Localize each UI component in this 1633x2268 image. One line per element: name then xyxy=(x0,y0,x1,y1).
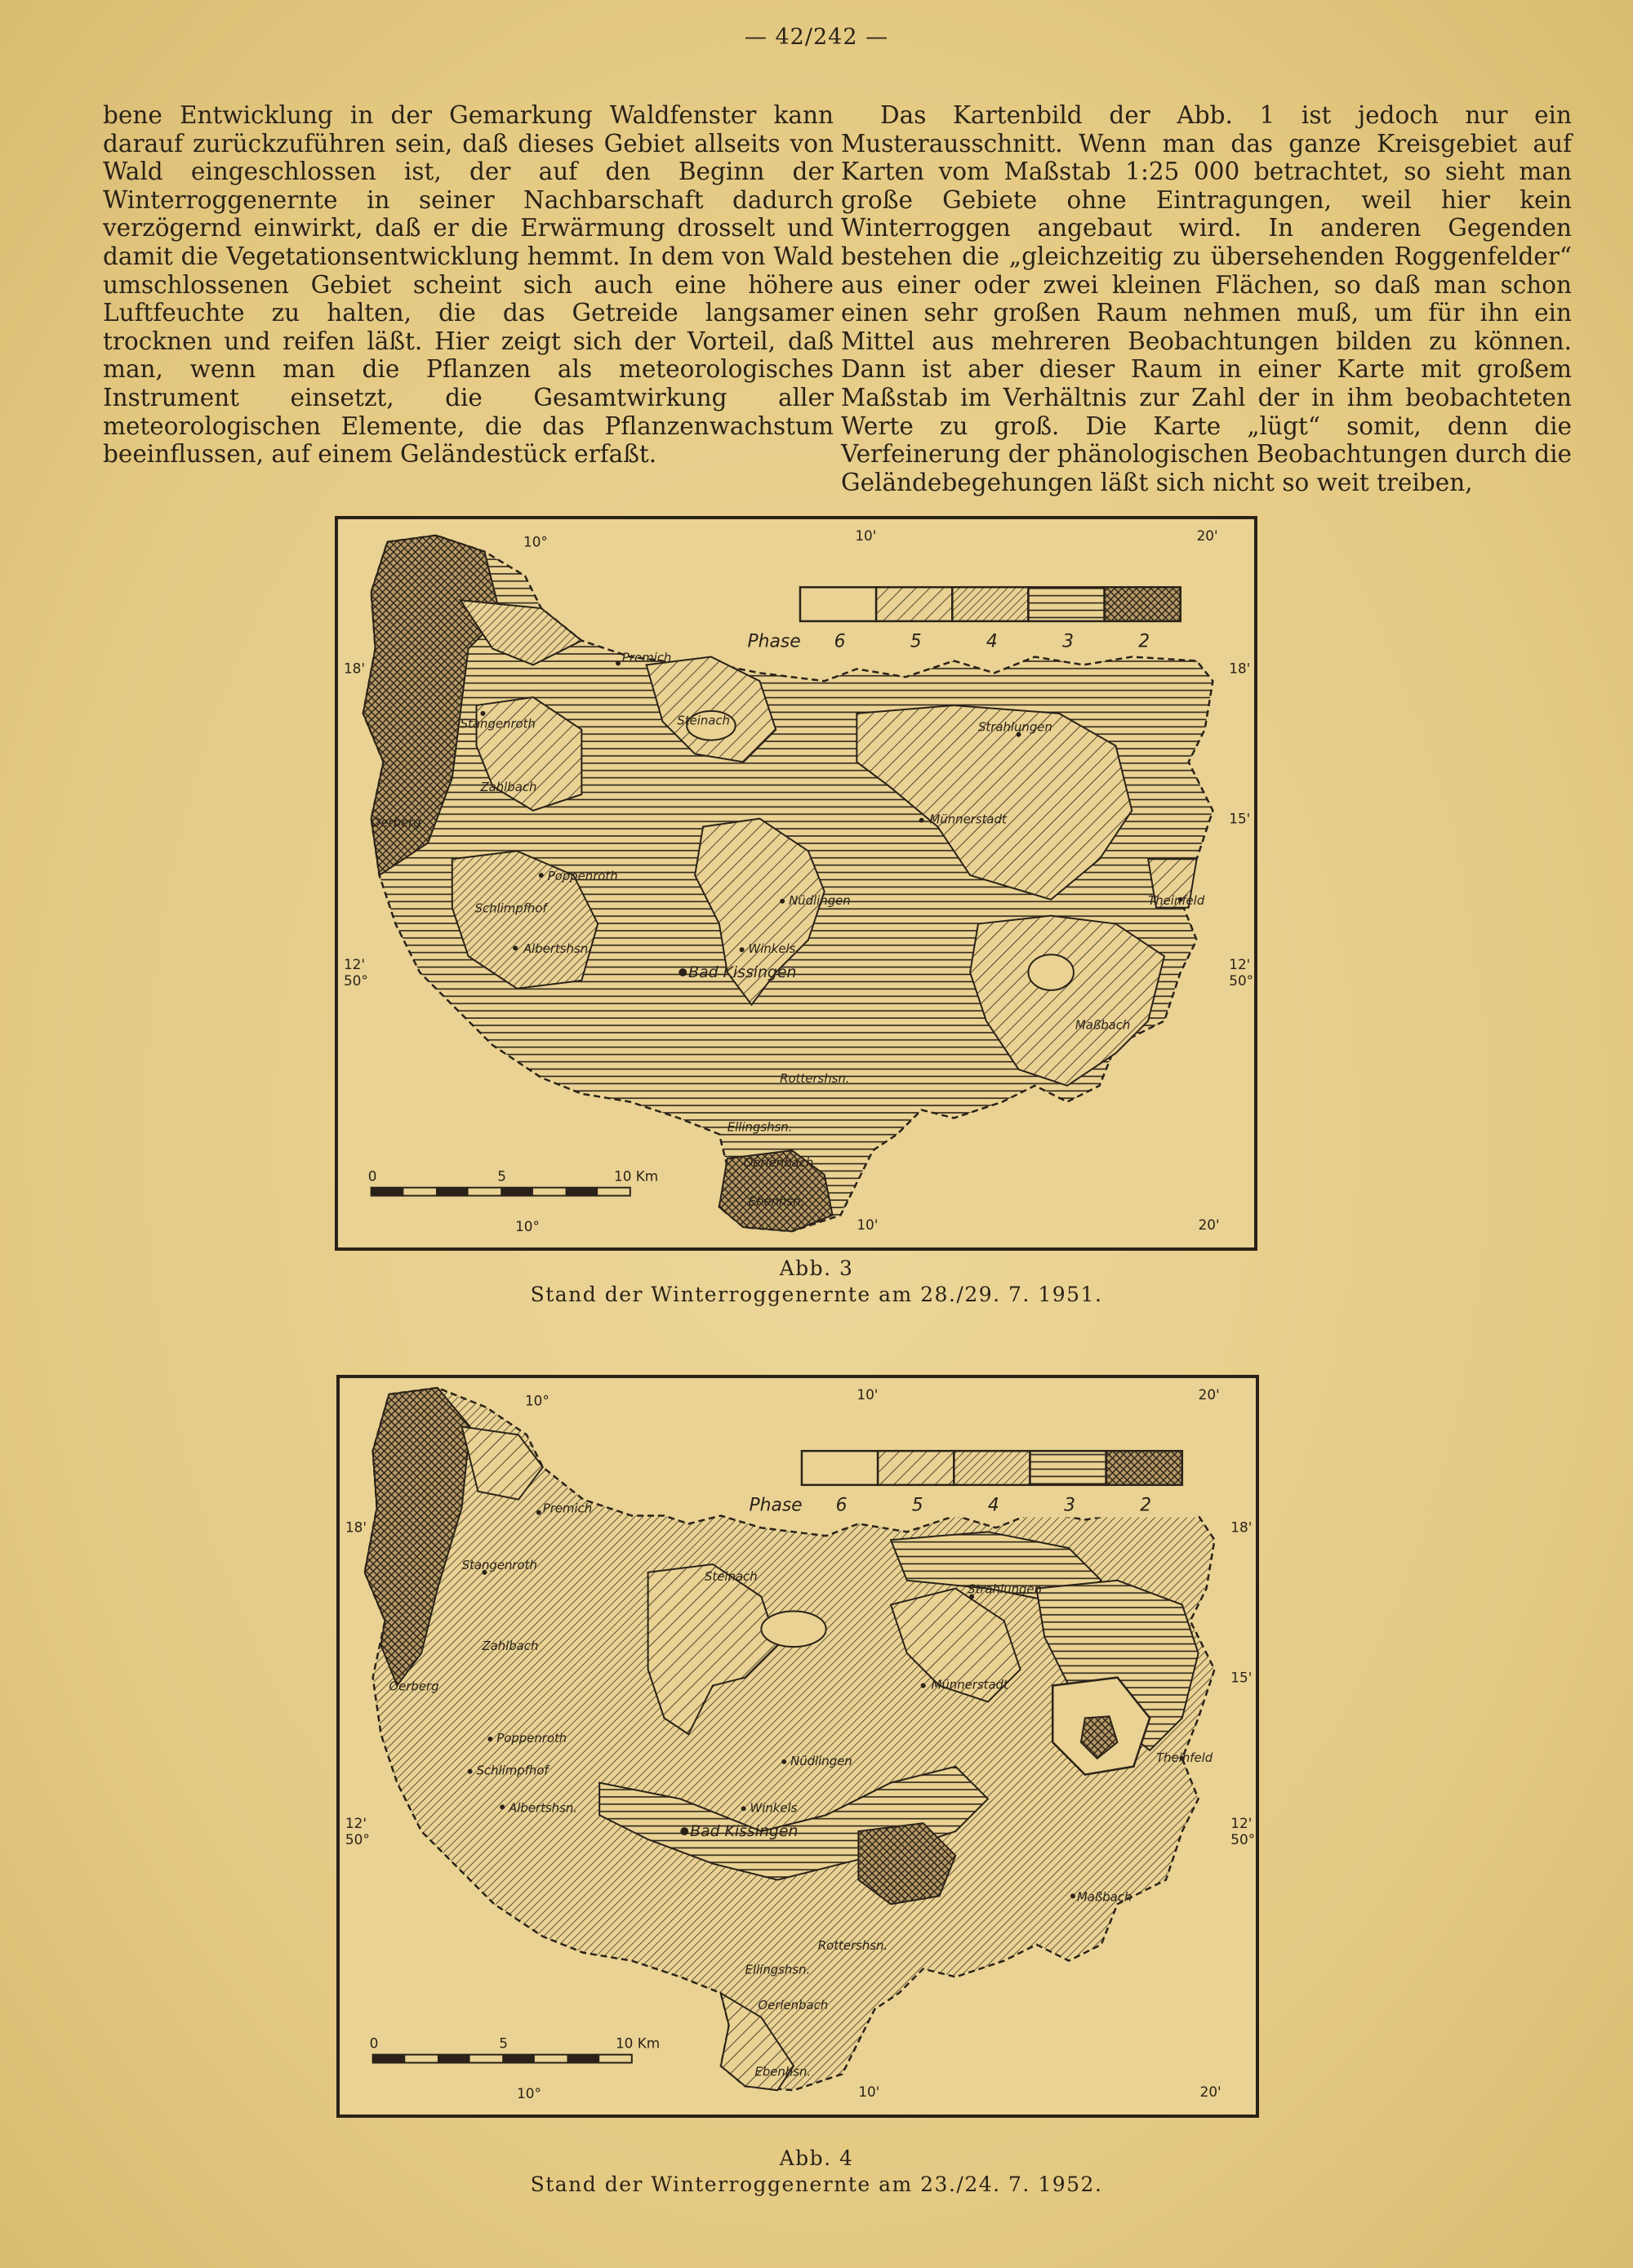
legend-phase-6: 6 xyxy=(835,1495,848,1516)
legend-swatch-phase-6 xyxy=(800,587,876,621)
legend-swatch-phase-5 xyxy=(878,1451,954,1485)
place-schlimpfhof: Schlimpfhof xyxy=(476,1763,549,1778)
legend-swatch-phase-3 xyxy=(1028,587,1104,621)
place-poppenroth: Poppenroth xyxy=(547,869,618,884)
place-winkels: Winkels xyxy=(750,1800,798,1816)
map-figure-3 xyxy=(335,516,1257,1251)
scale-tick-5: 5 xyxy=(497,1167,506,1185)
place-premich: Premich xyxy=(621,650,672,665)
caption-figure-4 xyxy=(0,2146,1633,2198)
scale-tick-10: 10 Km xyxy=(615,2035,661,2052)
legend-phase-2: 2 xyxy=(1138,631,1150,652)
legend-phase-4: 4 xyxy=(986,631,998,652)
place-rottershsn: Rottershsn. xyxy=(780,1070,850,1086)
place-oerberg: Oerberg xyxy=(371,815,421,830)
place-massbach: Maßbach xyxy=(1075,1017,1131,1033)
place-poppenroth: Poppenroth xyxy=(496,1731,567,1746)
legend-swatch-phase-4 xyxy=(952,587,1028,621)
place-ebenhsn: Ebenhsn. xyxy=(754,2064,812,2079)
place-premich: Premich xyxy=(542,1501,593,1516)
left-text-column xyxy=(103,101,834,469)
legend-phase-5: 5 xyxy=(911,1495,923,1516)
place-ellingshsn: Ellingshsn. xyxy=(745,1962,811,1977)
map-figure-4 xyxy=(336,1375,1259,2118)
legend-swatch-phase-2 xyxy=(1105,587,1181,621)
legend-swatch-phase-4 xyxy=(954,1451,1030,1485)
place-strahlungen: Strahlungen xyxy=(978,719,1052,735)
caption-figure-3 xyxy=(0,1256,1633,1308)
grid-label-top-20min: 20' xyxy=(1198,1385,1220,1403)
place-steinach: Steinach xyxy=(705,1568,758,1584)
grid-label-bottom-10min: 10' xyxy=(857,1216,879,1234)
caption-figure-4-title: Abb. 4 xyxy=(779,2146,854,2170)
place-zahlbach: Zahlbach xyxy=(482,1639,539,1654)
scale-tick-0: 0 xyxy=(369,2035,379,2052)
grid-label-left-18: 18' xyxy=(343,660,366,677)
place-ebenhsn: Ebenhsn. xyxy=(748,1194,805,1209)
place-massbach: Maßbach xyxy=(1076,1889,1132,1905)
grid-label-top-10deg: 10° xyxy=(523,533,548,550)
page-number: — 42/242 — xyxy=(744,24,889,50)
caption-figure-3-text: Stand der Winterroggenernte am 28./29. 7. 1951. xyxy=(530,1283,1103,1306)
map-3-drawing xyxy=(338,519,1254,1247)
place-albertshsn: Albertshsn. xyxy=(509,1800,577,1816)
grid-label-right-15: 15' xyxy=(1229,810,1251,827)
left-column-paragraph: bene Entwicklung in der Gemarkung Waldfenster kann darauf zurückzuführen sein, daß dieses Gebiet allseits von Wald eingeschlossen ist, der auf den Beginn der Winterroggenernte in seiner Nachbarschaft dadurch verzögernd einwirkt, daß er die Erwärmung drosselt und damit die Vegetationsentwicklung hemmt. In dem von Wald umschlossenen Gebiet scheint sich auch eine höhere Luftfeuchte zu halten, die das Getreide langsamer trocknen und reifen läßt. Hier zeigt sich der Vorteil, daß man, wenn man die Pflanzen als meteorologisches Instrument einsetzt, die Gesamtwirkung aller meteorologischen Elemente, die das Pflanzenwachstum beeinflussen, auf einem Geländestück erfaßt. xyxy=(103,101,834,469)
place-stangenroth: Stangenroth xyxy=(461,1557,537,1572)
place-oerlenbach: Oerlenbach xyxy=(758,1998,829,2013)
place-ellingshsn: Ellingshsn. xyxy=(727,1119,793,1135)
place-muennerstadt: Münnerstadt xyxy=(931,1677,1008,1692)
grid-label-bottom-10min: 10' xyxy=(858,2083,880,2101)
grid-label-bottom-20min: 20' xyxy=(1198,1216,1220,1234)
region-phase-6-pocket xyxy=(761,1611,825,1647)
place-bad-kissingen: Bad Kissingen xyxy=(688,963,797,981)
grid-label-bottom-10deg: 10° xyxy=(517,2085,541,2102)
right-column-paragraph: Das Kartenbild der Abb. 1 ist jedoch nur ein Musterausschnitt. Wenn man das ganze Kreisgebiet auf Karten vom Maßstab 1:25 000 betrachtet, so sieht man große Gebiete ohne Eintragungen, weil hier kein Winterroggen angebaut wird. In anderen Gegenden bestehen die „gleichzeitig zu übersehenden Roggenfelder“ aus einer oder zwei kleinen Flächen, so daß man schon einen sehr großen Raum nehmen muß, um für ihn ein Mittel aus mehreren Beobachtungen bilden zu können. Dann ist aber dieser Raum in einer Karte mit großem Maßstab im Verhältnis zur Zahl der in ihm beobachteten Werte zu groß. Die Karte „lügt“ somit, denn die Verfeinerung der phänologischen Beobachtungen durch die Geländebegehungen läßt sich nicht so weit treiben, xyxy=(841,101,1572,496)
right-text-column xyxy=(841,101,1572,496)
legend-phase-3: 3 xyxy=(1062,631,1074,652)
grid-label-bottom-10deg: 10° xyxy=(515,1218,540,1235)
scale-bar xyxy=(368,1168,659,1196)
scale-bar xyxy=(370,2035,661,2063)
caption-figure-3-title: Abb. 3 xyxy=(779,1256,854,1280)
place-nuedlingen: Nüdlingen xyxy=(789,892,851,908)
scale-tick-0: 0 xyxy=(367,1167,377,1185)
place-zahlbach: Zahlbach xyxy=(480,780,537,795)
scale-tick-5: 5 xyxy=(499,2035,508,2052)
region-phase-6-pocket xyxy=(1028,954,1074,990)
map-legend xyxy=(745,1451,1199,1517)
place-bad-kissingen: Bad Kissingen xyxy=(690,1823,799,1841)
place-schlimpfhof: Schlimpfhof xyxy=(474,901,547,916)
grid-label-right-50: 50° xyxy=(1229,972,1254,989)
place-rottershsn: Rottershsn. xyxy=(817,1937,888,1953)
legend-label-backing xyxy=(744,629,1197,654)
grid-label-top-10min: 10' xyxy=(855,527,877,544)
scale-tick-10: 10 Km xyxy=(614,1167,659,1185)
place-oerlenbach: Oerlenbach xyxy=(743,1154,814,1170)
legend-swatch-phase-5 xyxy=(876,587,952,621)
legend-phase-3: 3 xyxy=(1064,1495,1075,1516)
legend-phase-4: 4 xyxy=(987,1495,999,1516)
place-strahlungen: Strahlungen xyxy=(968,1581,1043,1597)
place-muennerstadt: Münnerstadt xyxy=(929,812,1007,827)
place-nuedlingen: Nüdlingen xyxy=(790,1753,852,1768)
place-theinfeld: Theinfeld xyxy=(1156,1750,1213,1765)
place-theinfeld: Theinfeld xyxy=(1148,892,1205,908)
place-steinach: Steinach xyxy=(677,713,730,728)
grid-label-right-18: 18' xyxy=(1230,1519,1253,1536)
legend-label-backing xyxy=(745,1493,1199,1518)
legend-phase-5: 5 xyxy=(910,631,922,652)
caption-figure-4-text: Stand der Winterroggenernte am 23./24. 7. 1952. xyxy=(530,2172,1103,2196)
grid-label-left-12: 12' xyxy=(343,956,366,973)
grid-label-left-50: 50° xyxy=(343,972,368,989)
grid-label-right-12: 12' xyxy=(1229,956,1251,973)
grid-label-left-12: 12' xyxy=(345,1815,367,1832)
place-albertshsn: Albertshsn. xyxy=(523,941,592,957)
grid-label-right-50: 50° xyxy=(1230,1830,1256,1848)
place-stangenroth: Stangenroth xyxy=(460,716,536,732)
legend-phase-label: Phase xyxy=(747,631,801,652)
grid-label-left-18: 18' xyxy=(345,1519,367,1536)
legend-swatch-phase-3 xyxy=(1030,1451,1106,1485)
place-oerberg: Oerberg xyxy=(389,1679,439,1694)
grid-label-right-12: 12' xyxy=(1230,1815,1253,1832)
legend-phase-6: 6 xyxy=(834,631,846,652)
legend-swatch-phase-2 xyxy=(1106,1451,1182,1485)
legend-swatch-phase-6 xyxy=(802,1451,878,1485)
grid-label-right-18: 18' xyxy=(1229,660,1251,677)
grid-label-top-20min: 20' xyxy=(1196,527,1218,544)
grid-label-left-50: 50° xyxy=(345,1830,370,1848)
map-4-drawing xyxy=(340,1378,1256,2115)
grid-label-top-10min: 10' xyxy=(857,1385,879,1403)
map-legend xyxy=(744,587,1197,653)
grid-label-top-10deg: 10° xyxy=(524,1392,550,1409)
grid-label-right-15: 15' xyxy=(1230,1669,1253,1686)
legend-phase-2: 2 xyxy=(1140,1495,1152,1516)
place-winkels: Winkels xyxy=(748,941,796,957)
legend-phase-label: Phase xyxy=(749,1495,803,1516)
grid-label-bottom-20min: 20' xyxy=(1199,2083,1221,2101)
